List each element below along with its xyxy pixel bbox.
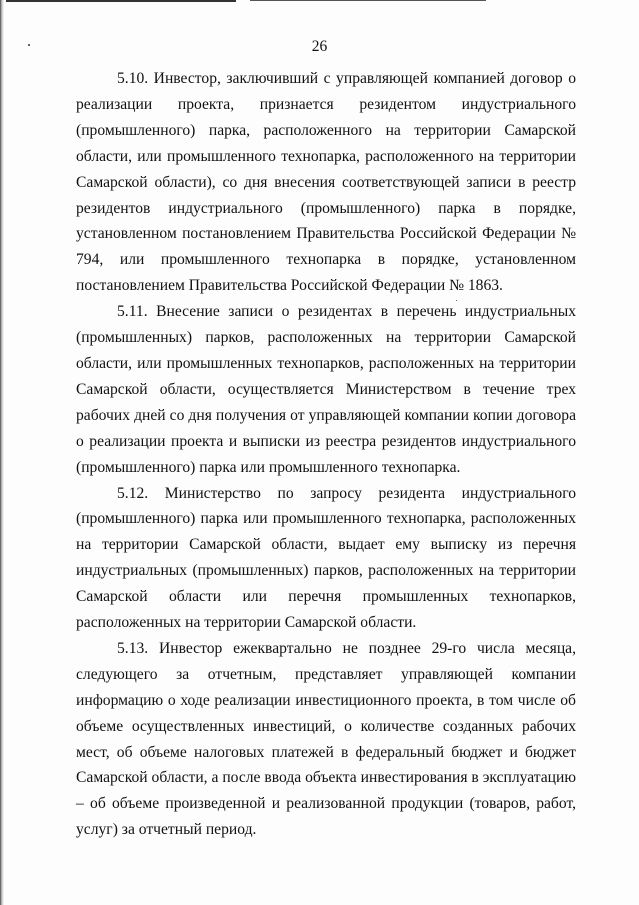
paragraph-5-12: 5.12. Министерство по запросу резидента индустриального (промышленного) парка или промышленного технопарка, расположенных на территории Самарской области, выдает ему выписку из перечня индустриальных (промышленных) парков, расположенных на территории Самарской области или перечня промышленных технопарков, расположенных на территории Самарской области. [76, 484, 576, 632]
scan-edge-left [0, 0, 4, 905]
scan-edge-top [6, 0, 236, 2]
paragraph-5-10: 5.10. Инвестор, заключивший с управляющей компанией договор о реализации проекта, признается резидентом индустриального (промышленного) парка, расположенного на территории Самарской области, или промышленного технопарка, расположенного на территории Самарской области), со дня внесения соответствующей записи в реестр резидентов индустриального (промышленного) парка в порядке, установленном постановлением Правительства Российской Федерации № 794, или промышленного технопарка в порядке, установленном постановлением Правительства Российской Федерации № 1863. [76, 70, 576, 295]
document-body [76, 66, 576, 843]
paragraph-5-13: 5.13. Инвестор ежеквартально не позднее 29-го числа месяца, следующего за отчетным, представляет управляющей компании информацию о ходе реализации инвестиционного проекта, в том числе об объеме осуществленных инвестиций, о количестве созданных рабочих мест, об объеме налоговых платежей в федеральный бюджет и бюджет Самарской области, а после ввода объекта инвестирования в эксплуатацию – об объеме произведенной и реализованной продукции (товаров, работ, услуг) за отчетный период. [76, 639, 576, 839]
scan-edge-top-right [250, 0, 486, 1]
paragraph-5-11: 5.11. Внесение записи о резидентах в перечень индустриальных (промышленных) парков, расположенных на территории Самарской области, или промышленных технопарков, расположенных на территории Самарской области, осуществляется Министерством в течение трех рабочих дней со дня получения от управляющей компании копии договора о реализации проекта и выписки из реестра резидентов индустриального (промышленного) парка или промышленного технопарка. [76, 303, 576, 476]
page-number: 26 [311, 38, 328, 55]
